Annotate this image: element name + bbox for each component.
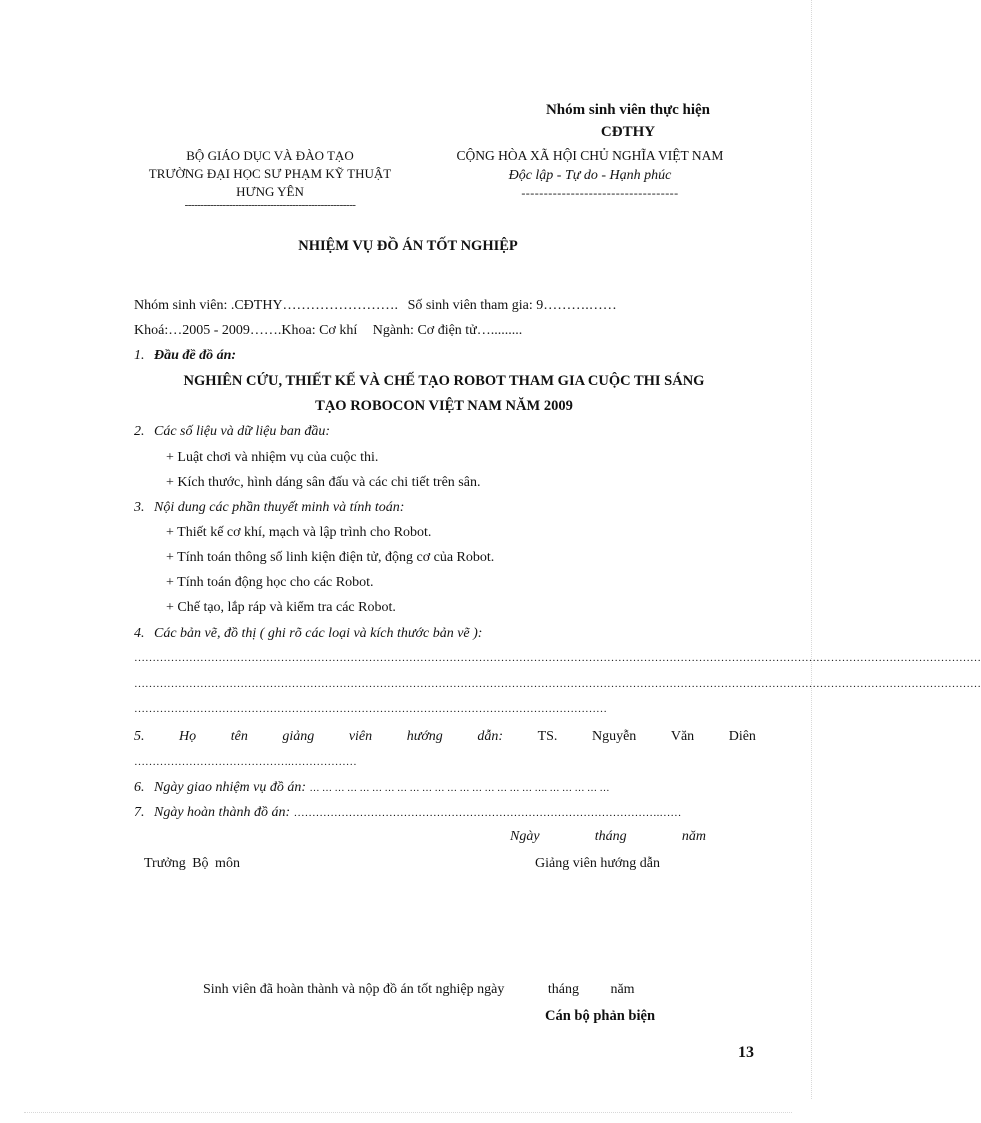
assign-date-dots: … … … … … … … … … … … … … … … … … … …. … … … … … bbox=[309, 783, 610, 794]
submission-year-label: năm bbox=[610, 982, 635, 997]
page-number: 13 bbox=[738, 1044, 754, 1061]
page-bottom-dotted-border bbox=[24, 1112, 792, 1113]
date-month-label: tháng bbox=[594, 829, 627, 844]
supervisor-name-word: Văn bbox=[670, 729, 695, 744]
submission-month-label: tháng bbox=[547, 982, 579, 997]
reviewer-signature-label: Cán bộ phản biện bbox=[545, 1008, 656, 1024]
supervisor-name-word: Diên bbox=[728, 729, 756, 744]
drawings-dotted-line-1: …………………………………………………………………………………………………………………………………………………………………………………………………………… bbox=[134, 652, 981, 664]
project-title-line-1: NGHIÊN CỨU, THIẾT KẾ VÀ CHẾ TẠO ROBOT THAM GIA CUỘC THI SÁNG bbox=[183, 373, 705, 389]
left-header-rule: ------------------------------------------------------ bbox=[184, 199, 356, 211]
section-3-number: 3. bbox=[134, 500, 145, 515]
section-2-item: + Luật chơi và nhiệm vụ của cuộc thi. bbox=[166, 450, 379, 465]
section-5-label-word: hướng bbox=[406, 729, 443, 744]
section-6-label: Ngày giao nhiệm vụ đồ án: bbox=[154, 780, 307, 795]
section-5-label-word: Họ bbox=[179, 729, 197, 744]
university-name: TRƯỜNG ĐẠI HỌC SƯ PHẠM KỸ THUẬT bbox=[148, 166, 392, 181]
supervisor-signature-label: Giảng viên hướng dẫn bbox=[535, 856, 661, 871]
ministry-name: BỘ GIÁO DỤC VÀ ĐÀO TẠO bbox=[186, 148, 354, 163]
submission-line bbox=[203, 982, 635, 998]
project-title-line-2: TẠO ROBOCON VIỆT NAM NĂM 2009 bbox=[315, 398, 573, 414]
national-motto: Độc lập - Tự do - Hạnh phúc bbox=[508, 168, 672, 183]
supervisor-dotted-line: …………………………………….……………… bbox=[134, 756, 357, 768]
section-4-number: 4. bbox=[134, 626, 145, 641]
drawings-dotted-line-3: ………………………………………………………………………………………………………………… bbox=[134, 703, 607, 715]
section-7-label: Ngày hoàn thành đồ án: bbox=[154, 805, 291, 820]
republic-name: CỘNG HÒA XÃ HỘI CHỦ NGHĨA VIỆT NAM bbox=[456, 148, 724, 163]
info-group: Nhóm sinh viên: .CĐTHY……………………. bbox=[134, 298, 399, 313]
section-4-label: Các bản vẽ, đồ thị ( ghi rõ các loại và kích thước bản vẽ ): bbox=[154, 626, 483, 641]
completion-date-dots: ……………………………………………………………………………………….…… bbox=[293, 807, 682, 819]
section-5-label-word: giảng bbox=[282, 729, 315, 744]
section-1-label: Đầu đề đồ án: bbox=[154, 348, 237, 363]
section-2-label: Các số liệu và dữ liệu ban đầu: bbox=[154, 424, 330, 439]
section-5-label-word: viên bbox=[348, 729, 373, 744]
university-city: HƯNG YÊN bbox=[236, 184, 304, 199]
section-3-item: + Tính toán thông số linh kiện điện tử, động cơ của Robot. bbox=[166, 550, 495, 565]
date-year-label: năm bbox=[681, 829, 706, 844]
section-5-label-word: tên bbox=[230, 729, 248, 744]
section-3-item: + Chế tạo, lắp ráp và kiểm tra các Robot. bbox=[166, 600, 396, 615]
submission-text: Sinh viên đã hoàn thành và nộp đồ án tốt nghiệp ngày bbox=[203, 982, 505, 997]
section-3-item: + Thiết kế cơ khí, mạch và lập trình cho Robot. bbox=[166, 525, 432, 540]
section-7-line bbox=[134, 805, 681, 821]
info-line-1 bbox=[134, 298, 617, 314]
group-header-line2: CĐTHY bbox=[600, 124, 656, 140]
supervisor-name-word: Nguyễn bbox=[591, 729, 637, 744]
document-title: NHIỆM VỤ ĐỒ ÁN TỐT NGHIỆP bbox=[298, 238, 518, 254]
info-major: Ngành: Cơ điện tử…......... bbox=[372, 323, 523, 338]
section-2-number: 2. bbox=[134, 424, 145, 439]
section-1-heading bbox=[134, 348, 236, 364]
section-3-heading bbox=[134, 500, 404, 516]
section-5-number: 5. bbox=[134, 729, 145, 744]
dept-head-signature-label: Trưởng Bộ môn bbox=[144, 856, 240, 871]
date-day-label: Ngày bbox=[510, 829, 540, 844]
section-5-label-word: dẫn: bbox=[477, 729, 504, 744]
section-4-heading bbox=[134, 626, 482, 642]
section-3-label: Nội dung các phần thuyết minh và tính toán: bbox=[154, 500, 405, 515]
section-2-item: + Kích thước, hình dáng sân đấu và các chi tiết trên sân. bbox=[166, 475, 481, 490]
section-3-item: + Tính toán động học cho các Robot. bbox=[166, 575, 374, 590]
section-5-line bbox=[134, 729, 756, 745]
group-header-line1: Nhóm sinh viên thực hiện bbox=[545, 102, 711, 118]
section-1-number: 1. bbox=[134, 348, 145, 363]
drawings-dotted-line-2: …………………………………………………………………………………………………………………………………………………………………………………………………………… bbox=[134, 678, 981, 690]
info-line-2 bbox=[134, 323, 522, 339]
right-header-rule: ----------------------------------- bbox=[521, 186, 679, 200]
supervisor-title: TS. bbox=[537, 729, 558, 744]
page-edge-dotted-border bbox=[811, 0, 812, 1099]
signature-date-line bbox=[510, 829, 706, 845]
info-course-faculty: Khoá:…2005 - 2009…….Khoa: Cơ khí bbox=[134, 323, 358, 338]
section-2-heading bbox=[134, 424, 330, 440]
info-student-count: Số sinh viên tham gia: 9……….…… bbox=[407, 298, 617, 313]
section-6-line bbox=[134, 780, 610, 796]
section-7-number: 7. bbox=[134, 805, 145, 820]
section-6-number: 6. bbox=[134, 780, 145, 795]
